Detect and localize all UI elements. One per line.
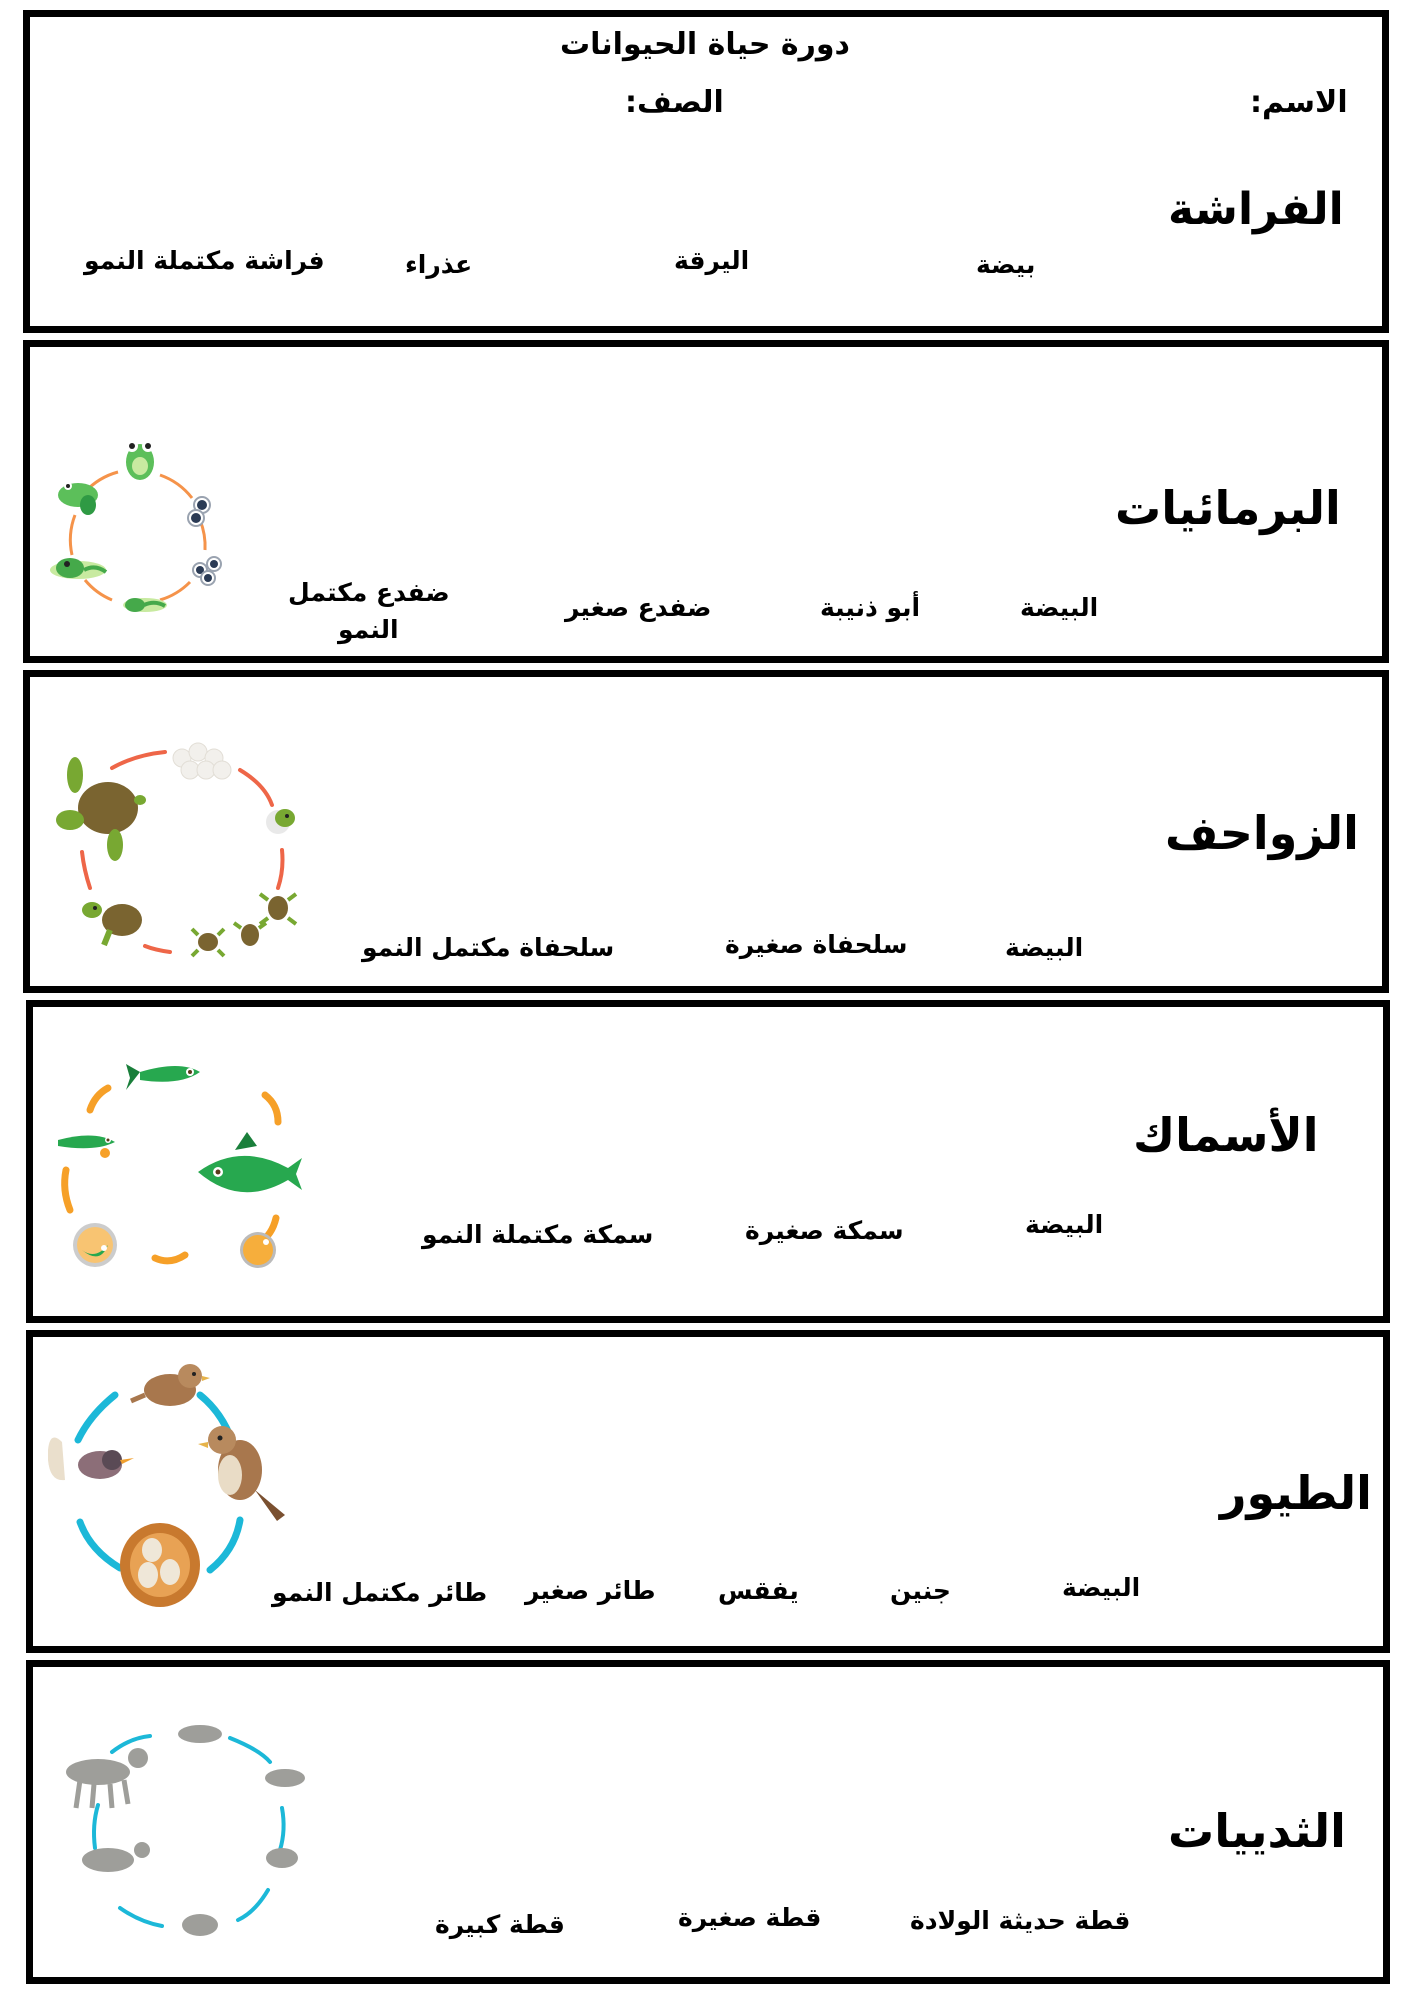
- fish-adult-small: [126, 1064, 200, 1090]
- section-heading-reptiles: الزواحف: [1165, 806, 1359, 860]
- stage-label: سمكة مكتملة النمو: [422, 1220, 654, 1249]
- stage-label: النمو: [338, 615, 399, 644]
- fish-life-cycle-icon: [40, 1050, 310, 1280]
- stage-label: طائر مكتمل النمو: [272, 1578, 488, 1607]
- turtle-hatching: [266, 809, 295, 834]
- stage-label: البيضة: [1062, 1573, 1141, 1602]
- stage-label: سمكة صغيرة: [745, 1216, 904, 1245]
- stage-label: ضفدع صغير: [565, 593, 712, 622]
- stage-label: سلحفاة صغيرة: [725, 930, 908, 959]
- stage-label: اليرقة: [674, 246, 750, 275]
- tadpole-with-legs: [50, 558, 106, 579]
- stage-label: البيضة: [1005, 933, 1084, 962]
- class-label: الصف:: [625, 85, 724, 120]
- kitten-standing: [266, 1848, 298, 1868]
- stage-label: سلحفاة مكتمل النمو: [362, 933, 615, 962]
- grown-cat: [82, 1848, 134, 1872]
- stage-label: أبو ذنيبة: [820, 593, 921, 622]
- frog-adult: [126, 440, 154, 480]
- worksheet-title: دورة حياة الحيوانات: [560, 27, 850, 62]
- turtle-eggs: [173, 743, 231, 779]
- turtle-hatchling-2: [234, 923, 266, 946]
- name-label: الاسم:: [1250, 85, 1348, 120]
- turtle-life-cycle-icon: [40, 730, 310, 970]
- section-heading-birds: الطيور: [1220, 1466, 1372, 1520]
- stage-label: البيضة: [1020, 593, 1099, 622]
- fish-juvenile: [58, 1135, 115, 1158]
- stage-label: البيضة: [1025, 1210, 1104, 1239]
- stage-label: بيضة: [976, 250, 1036, 279]
- stage-label: عذراء: [405, 250, 473, 279]
- young-cat: [182, 1914, 218, 1936]
- cats: [66, 1725, 305, 1936]
- sparrow-juvenile: [131, 1364, 210, 1406]
- frog-embryos: [193, 557, 221, 585]
- stage-label: جنين: [890, 1576, 951, 1605]
- turtle-hatchling-1: [260, 894, 296, 924]
- cat-life-cycle-icon: [50, 1700, 320, 1950]
- froglet: [58, 482, 98, 515]
- sparrow-adult: [198, 1426, 285, 1521]
- bird-hatchling: [48, 1438, 134, 1481]
- section-heading-fish: الأسماك: [1133, 1108, 1319, 1162]
- stage-label: طائر صغير: [525, 1576, 656, 1605]
- stage-label: ضفدع مكتمل: [288, 578, 450, 607]
- bird-nest-eggs: [120, 1523, 200, 1607]
- section-heading-mammals: الثدييات: [1168, 1804, 1346, 1858]
- fish-embryo-egg: [73, 1223, 117, 1267]
- adult-cat: [66, 1759, 130, 1785]
- newborn-kitten: [178, 1725, 222, 1743]
- stage-label: قطة صغيرة: [678, 1903, 822, 1932]
- frog-life-cycle-icon: [40, 430, 230, 620]
- fish-egg: [240, 1232, 276, 1268]
- stage-label: قطة كبيرة: [435, 1910, 565, 1939]
- section-heading-butterfly: الفراشة: [1168, 184, 1344, 235]
- stage-label: يفقس: [718, 1576, 799, 1605]
- frog-eggs: [188, 497, 210, 526]
- section-heading-amphibians: البرمائيات: [1115, 481, 1341, 535]
- fish-adult-large: [198, 1132, 302, 1192]
- bird-life-cycle-icon: [40, 1350, 320, 1620]
- kitten-lying: [265, 1769, 305, 1787]
- tadpole: [123, 598, 167, 612]
- turtle-adult: [56, 757, 146, 861]
- stage-label: قطة حديثة الولادة: [910, 1906, 1131, 1935]
- turtle-hatchling-3: [192, 929, 224, 956]
- turtle-juvenile: [82, 902, 142, 945]
- stage-label: فراشة مكتملة النمو: [84, 246, 325, 275]
